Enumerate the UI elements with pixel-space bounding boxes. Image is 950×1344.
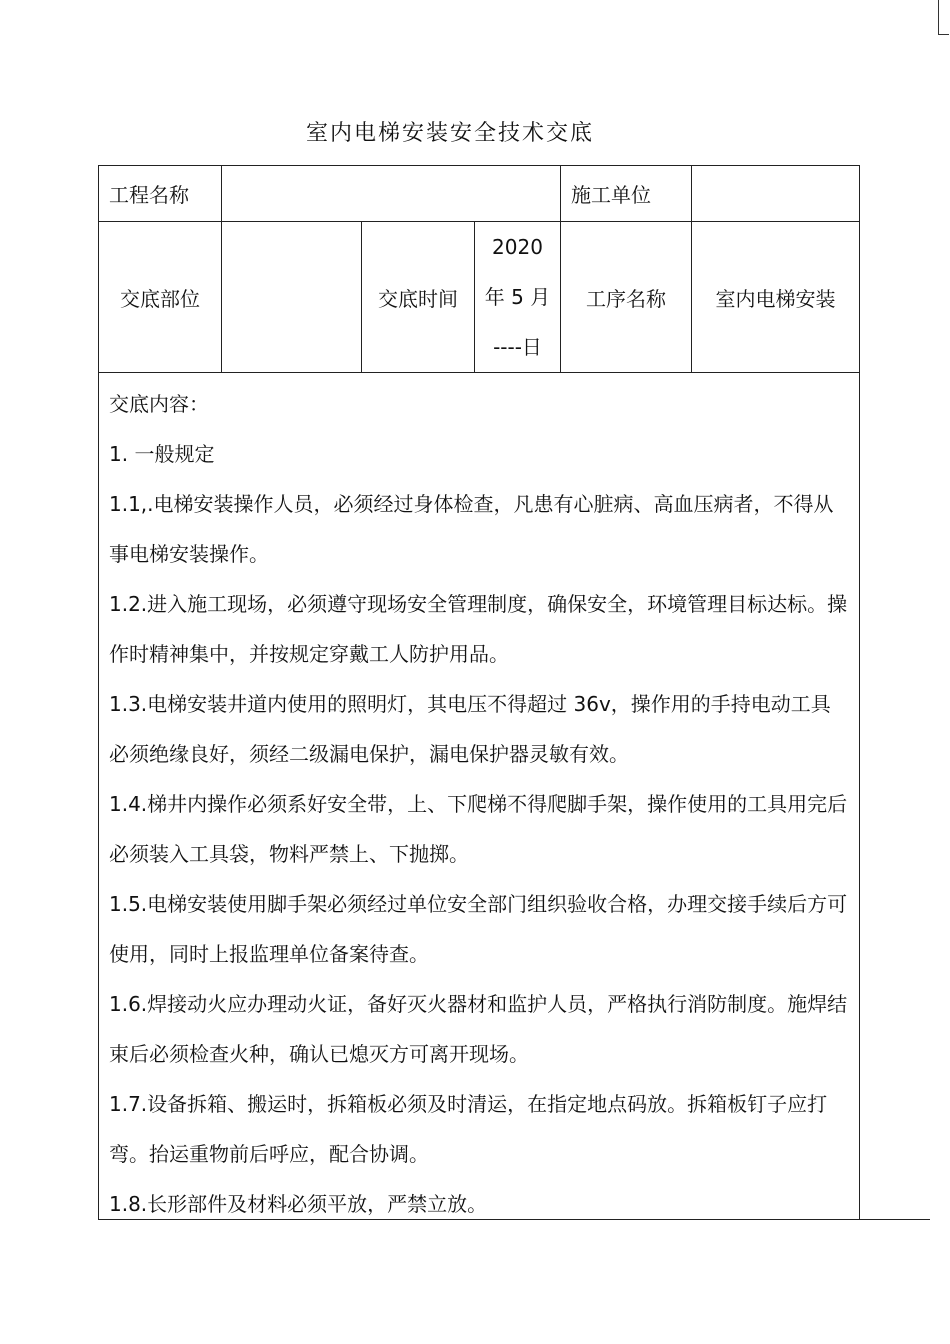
content-item: 1.7.设备拆箱、搬运时，拆箱板必须及时清运，在指定地点码放。拆箱板钉子应打弯。抬运重物前后呼应，配合协调。 — [109, 1092, 828, 1166]
content-item: 1.3.电梯安装井道内使用的照明灯，其电压不得超过 36v，操作用的手持电动工具必须绝缘良好，须经二级漏电保护，漏电保护器灵敏有效。 — [109, 692, 831, 766]
date-year: 2020 — [492, 235, 543, 259]
section-title: 1. 一般规定 — [109, 442, 215, 466]
page-corner-mark — [938, 0, 949, 35]
handover-content — [98, 372, 860, 1220]
document-title: 室内电梯安装安全技术交底 — [305, 121, 594, 146]
handover-date-value — [474, 221, 561, 373]
date-day: ----日 — [493, 335, 542, 359]
table-edge-line — [860, 1219, 930, 1220]
construction-unit-value[interactable] — [691, 165, 860, 222]
handover-time-label: 交底时间 — [361, 221, 475, 373]
project-name-value[interactable] — [221, 165, 561, 222]
content-item: 1.1,.电梯安装操作人员，必须经过身体检查，凡患有心脏病、高血压病者，不得从事电梯安装操作。 — [109, 492, 834, 566]
content-item: 1.8.长形部件及材料必须平放，严禁立放。 — [109, 1192, 488, 1216]
content-heading: 交底内容： — [109, 392, 209, 416]
date-month: 年 5 月 — [484, 285, 551, 309]
content-item: 1.6.焊接动火应办理动火证，备好灭火器材和监护人员，严格执行消防制度。施焊结束后必须检查火种，确认已熄灭方可离开现场。 — [109, 992, 848, 1066]
content-item: 1.2.进入施工现场，必须遵守现场安全管理制度，确保安全，环境管理目标达标。操作时精神集中，并按规定穿戴工人防护用品。 — [109, 592, 848, 666]
handover-part-label: 交底部位 — [98, 221, 222, 373]
content-item: 1.5.电梯安装使用脚手架必须经过单位安全部门组织验收合格，办理交接手续后方可使用，同时上报监理单位备案待查。 — [109, 892, 848, 966]
process-name-value: 室内电梯安装 — [691, 221, 860, 373]
project-name-label: 工程名称 — [98, 165, 222, 222]
content-item: 1.4.梯井内操作必须系好安全带，上、下爬梯不得爬脚手架，操作使用的工具用完后必须装入工具袋，物料严禁上、下抛掷。 — [109, 792, 848, 866]
process-name-label: 工序名称 — [560, 221, 692, 373]
construction-unit-label: 施工单位 — [560, 165, 692, 222]
handover-part-value[interactable] — [221, 221, 362, 373]
